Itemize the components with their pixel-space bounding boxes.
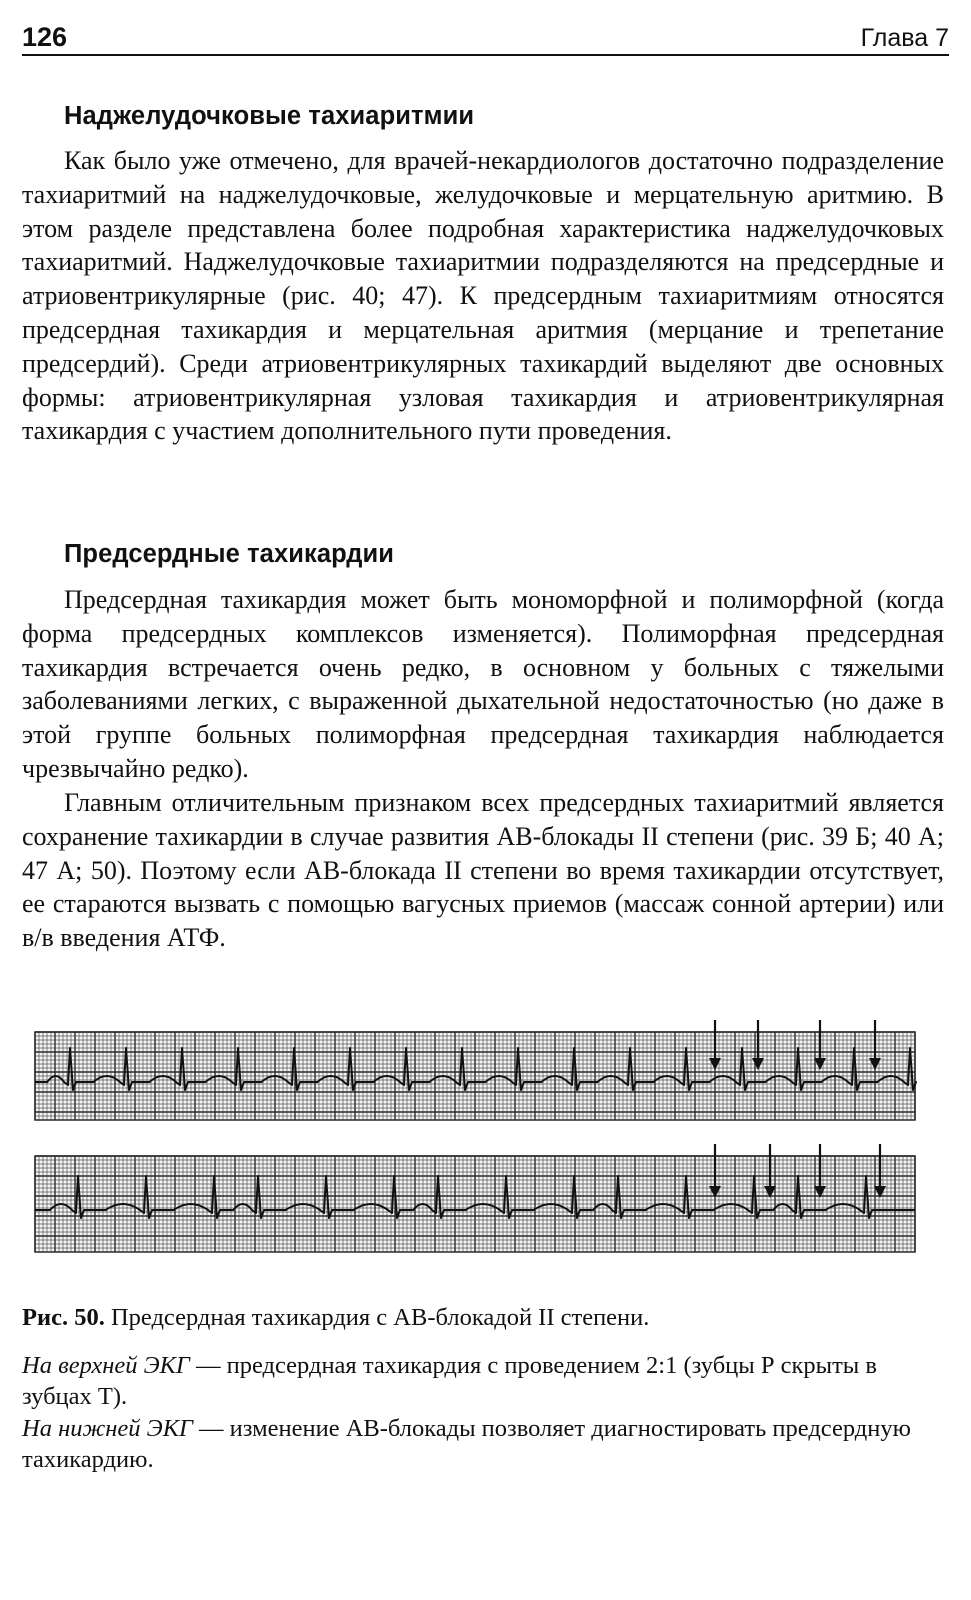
paragraph-supraventricular-intro: Как было уже отмечено, для врачей-некардиологов достаточно подразделение тахиаритмий на наджелудочковые, желудочковые и мерцательную аритмию. В этом разделе представлена более подробная характеристика наджелудочковых тахиаритмий. Наджелудочковые тахиаритмии подразделяются на предсердные и атриовентрикулярные (рис. 40; 47). К предсердным тахиаритмиям относятся предсердная тахикардия и мерцательная аритмия (мерцание и трепетание предсердий). Среди атриовентрикулярных тахикардий выделяют две основных формы: атриовентрикулярная узловая тахикардия и атриовентрикулярная тахикардия с участием дополнительного пути проведения. — [22, 146, 944, 446]
figure-label: Рис. 50. — [22, 1304, 105, 1331]
page-number: 126 — [22, 22, 68, 52]
ecg-figure — [30, 1020, 920, 1260]
paragraph-atrial-diagnosis: Главным отличительным признаком всех предсердных тахиаритмий является сохранение тахикардии в случае развития АВ-блокады II степени (рис. 39 Б; 40 А; 47 А; 50). Поэтому если АВ-блокада II степени во время тахикардии отсутствует, ее стараются вызвать с помощью вагусных приемов (массаж сонной артерии) или в/в введения АТФ. — [22, 788, 944, 953]
caption-lower-ecg — [22, 1413, 942, 1475]
chapter-label: Глава 7 — [860, 24, 949, 52]
section-heading-supraventricular: Наджелудочковые тахиаритмии — [64, 102, 475, 130]
caption-upper-ecg — [22, 1350, 942, 1412]
section-heading-atrial: Предсердные тахикардии — [64, 540, 395, 568]
figure-title: Предсердная тахикардия с АВ-блокадой II степени. — [110, 1304, 650, 1331]
paragraph-atrial-forms: Предсердная тахикардия может быть мономорфной и полиморфной (когда форма предсердных комплексов изменяется). Полиморфная предсердная тахикардия встречается очень редко, в основном у больных с тяжелыми заболеваниями легких, с выраженной дыхательной недостаточностью (но даже в этой группе больных полиморфная предсердная тахикардия наблюдается чрезвычайно редко). — [22, 585, 944, 783]
caption-upper-text: — предсердная тахикардия с проведением 2:1 (зубцы Р скрыты в зубцах Т). — [22, 1352, 877, 1410]
caption-lower-text: — изменение АВ-блокады позволяет диагностировать предсердную тахикардию. — [22, 1415, 911, 1473]
ecg-strip-lower — [35, 1144, 915, 1252]
ecg-strips-image — [30, 1020, 920, 1260]
figure-caption — [22, 1302, 942, 1333]
running-head — [22, 20, 949, 56]
caption-upper-term: На верхней ЭКГ — [22, 1352, 190, 1379]
caption-lower-term: На нижней ЭКГ — [22, 1415, 193, 1442]
ecg-strip-upper — [35, 1020, 916, 1120]
